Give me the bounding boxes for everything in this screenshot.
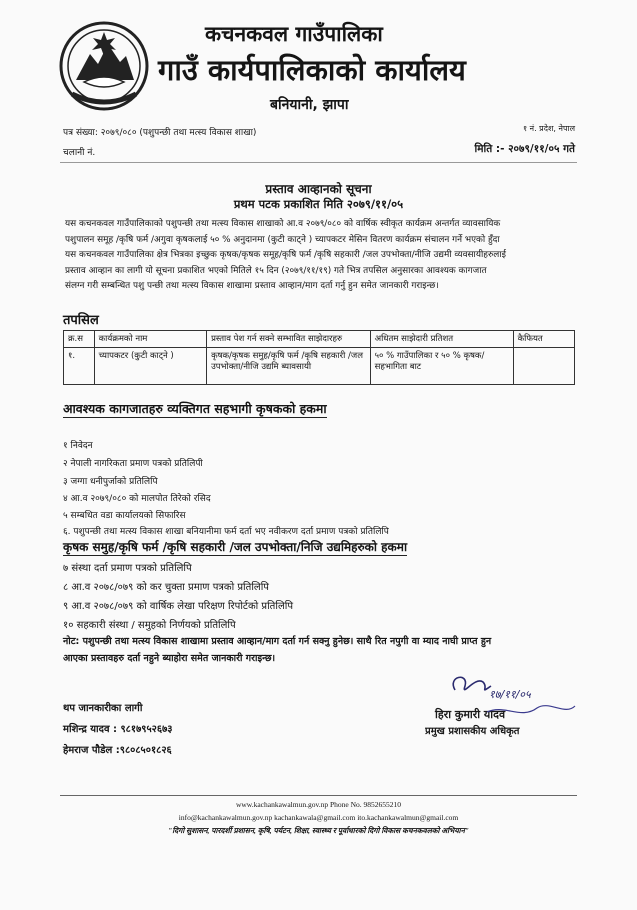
list-item: १० सहकारी संस्था / समुहको निर्णयको प्रतिलिपि	[63, 620, 236, 631]
table-header-row	[64, 331, 575, 348]
list-item: ५ सम्बधित वडा कार्यालयको सिफारिस	[63, 511, 186, 521]
table-cell: कृषक/कृषक समुह/कृषि फर्म /कृषि सहकारी /जल उपभोक्ता/नीजि उद्यमि ब्यावसायी	[207, 348, 371, 385]
notice-body	[65, 217, 575, 295]
notice-subtitle: प्रथम पटक प्रकाशित मिति २०७९/११/०५	[233, 197, 404, 211]
province-label: १ नं. प्रदेश, नेपाल	[522, 124, 575, 133]
footer-divider	[60, 795, 577, 796]
column-header: प्रस्ताव पेश गर्न सक्ने सम्भावित साझेदारहरु	[207, 331, 371, 348]
schedule-heading: तपसिल	[63, 313, 99, 328]
column-header: कार्यक्रमको नाम	[94, 331, 206, 348]
footer-website-phone: www.kachankawalmun.gov.np Phone No. 9852655210	[235, 800, 402, 809]
contact-person: हेमराज पौडेल :९८०८५०१८२६	[63, 745, 172, 756]
column-header: अधितम साझेदारी प्रतिशत	[370, 331, 513, 348]
municipality-name: कचनकवल गाउँपालिका	[205, 22, 383, 46]
header-divider	[60, 162, 577, 163]
notice-line: संलग्न गरी सम्बन्धित पशु पन्छी तथा मत्स्य विकास शाखामा प्रस्ताव आव्हान/माग दर्ता गर्नु हुन समेत जानकारी गराइन्छ।	[65, 281, 439, 291]
contact-person: मशिन्द्र यादव : ९८१७९५२६७३	[63, 724, 173, 735]
letter-date: मिति :- २०७९/११/०५ गते	[474, 143, 575, 155]
notice-line: प्रस्ताव आव्हान का लागी यो सूचना प्रकाशित भएको मितिले १५ दिन (२०७९/११/१९) गते भित्र तपसिल अनुसारका आवश्यक कागजात	[65, 265, 487, 276]
table-cell: ५० % गाउँपालिका र ५० % कृषक/ सहभागिता बाट	[370, 348, 513, 385]
list-item: ६. पशुपन्छी तथा मत्स्य विकास शाखा बनियानीमा फर्म दर्ता भए नवीकरण दर्ता प्रमाण पत्रको प्रतिलिपि	[63, 527, 389, 537]
table-cell	[513, 348, 574, 385]
list-item: ४ आ.व २०७९/०८० को मालपोत तिरेको रसिद	[63, 494, 211, 504]
note-text: पशुपन्छी तथा मत्स्य विकास शाखामा प्रस्ताव आव्हान/माग दर्ता गर्न सक्नु हुनेछ। साथै रित नपुगी वा म्याद नाघी प्राप्त हुन	[79, 636, 492, 647]
list-item: ९ आ.व २०७८/०७९ को वार्षिक लेखा परिक्षण रिपोर्टको प्रतिलिपि	[63, 601, 294, 612]
list-item: ८ आ.व २०७८/०७९ को कर चुक्ता प्रमाण पत्रको प्रतिलिपि	[63, 582, 269, 593]
notice-title: प्रस्ताव आव्हानको सूचना	[265, 182, 372, 196]
signatory-title: प्रमुख प्रशासकीय अधिकृत	[425, 726, 520, 737]
notice-note	[63, 633, 583, 667]
group-documents-heading: कृषक समुह/कृषि फर्म /कृषि सहकारी /जल उपभोक्ता/निजि उद्यमिहरुको हकमा	[63, 540, 408, 554]
office-name: गाउँ कार्यपालिकाको कार्यालय	[158, 53, 466, 87]
footer-emails: info@kachankawalmun.gov.np kachankawala@gmail.com ito.kachankawalmun@gmail.com	[178, 813, 459, 822]
notice-line: पशुपालन समूह /कृषि फर्म /अगुवा कृषकलाई ५० % अनुदानमा (कुटी काट्ने ) च्यापकटर मेसिन वितरण कार्यक्रम संचालन गर्ने भएको हुँदा	[65, 234, 500, 245]
signature-date: १७/११/०५	[489, 688, 531, 701]
office-location: बनियानी, झापा	[270, 97, 349, 113]
table-row	[64, 348, 575, 385]
list-item: १ निवेदन	[63, 441, 93, 451]
table-cell: १.	[64, 348, 95, 385]
notice-line: यस कचनकवल गाउँपालिका क्षेत्र भित्रका इच्छुक कृषक/कृषक समूह/कृषि फर्म /कृषि सहकारी /जल उपभोक्ता/नीजि उद्यमी व्यवसायीहरुलाई	[65, 250, 506, 260]
nepal-government-emblem-icon	[58, 20, 150, 112]
contact-heading: थप जानकारीका लागी	[63, 703, 143, 714]
note-text: आएका प्रस्तावहरु दर्ता नहुने ब्याहोरा समेत जानकारी गराइन्छ।	[63, 653, 276, 664]
signatory-name: हिरा कुमारी यादव	[435, 708, 506, 721]
column-header: क्र.स	[64, 331, 95, 348]
notice-line: यस कचनकवल गाउँपालिकाको पशुपन्छी तथा मत्स्य विकास शाखाको आ.व २०७९/०८० को वार्षिक स्वीकृत कार्यक्रम अन्तर्गत व्यावसायिक	[65, 219, 501, 229]
schedule-table	[63, 330, 575, 385]
letter-reference: पत्र संख्या: २०७९/०८० (पशुपन्छी तथा मत्स्य विकास शाखा)	[63, 128, 257, 138]
signature-stamp	[425, 668, 585, 740]
note-label: नोट:	[63, 636, 80, 647]
column-header: कैफियत	[513, 331, 574, 348]
list-item: ३ जग्गा धनीपुर्जाको प्रतिलिपि	[63, 477, 158, 487]
list-item: ७ संस्था दर्ता प्रमाण पत्रको प्रतिलिपि	[63, 563, 192, 574]
list-item: २ नेपाली नागरिकता प्रमाण पत्रको प्रतिलिपी	[63, 459, 203, 469]
individual-documents-heading: आवश्यक कागजातहरु व्यक्तिगत सहभागी कृषकको हकमा	[63, 401, 327, 416]
dispatch-number: चलानी नं.	[63, 148, 96, 158]
table-cell: च्यापकटर (कुटी काट्ने )	[94, 348, 206, 385]
footer-slogan: "दिगो सुशासन, पारदर्शी प्रशासन, कृषि, पर्यटन, शिक्षा, स्वास्थ्य र पूर्वाधारको दिगो विकास कचनकवलको अभियान"	[168, 826, 469, 835]
